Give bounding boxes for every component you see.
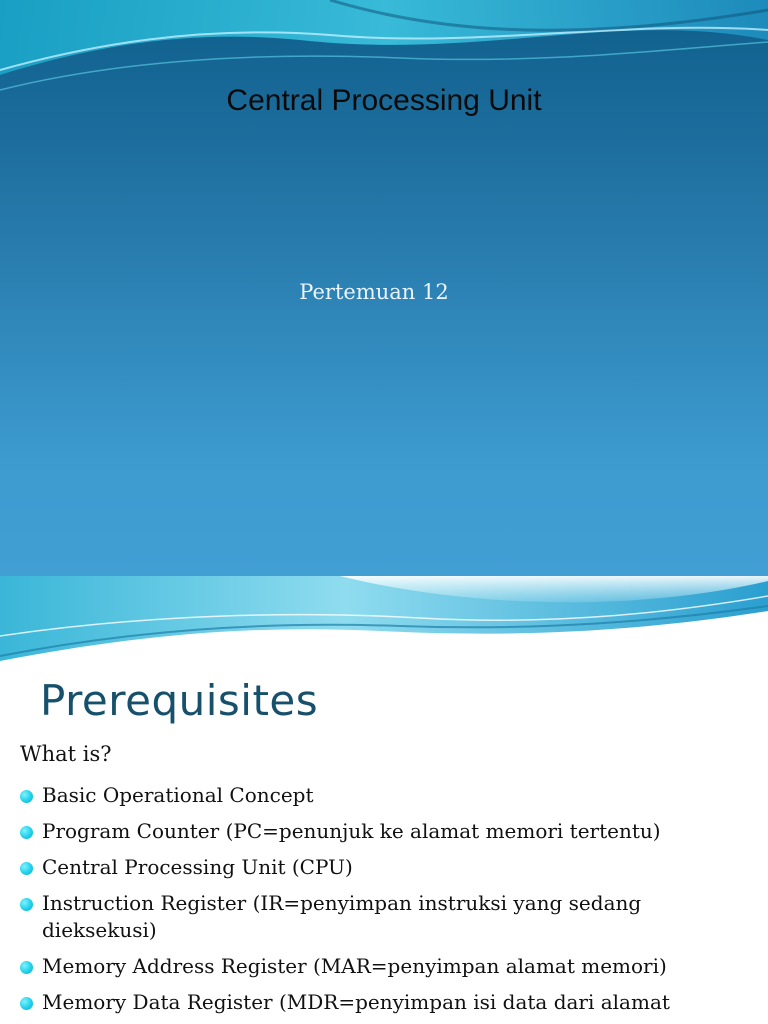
list-item xyxy=(18,989,758,1016)
bullet-text: Basic Operational Concept xyxy=(42,783,314,807)
bullet-icon xyxy=(20,961,33,974)
slide-heading: Prerequisites xyxy=(40,676,319,725)
list-item xyxy=(18,890,758,944)
bullet-text: Central Processing Unit (CPU) xyxy=(42,855,353,879)
bullet-text: Memory Data Register (MDR=penyimpan isi data dari alamat xyxy=(42,990,670,1014)
bullet-icon xyxy=(20,826,33,839)
list-item xyxy=(18,818,758,845)
bullet-text: Program Counter (PC=penunjuk ke alamat memori tertentu) xyxy=(42,819,661,843)
bullet-text: Instruction Register (IR=penyimpan instruksi yang sedang dieksekusi) xyxy=(42,891,642,942)
bullet-icon xyxy=(20,997,33,1010)
list-item xyxy=(18,854,758,881)
slide-subtitle: Pertemuan 12 xyxy=(299,280,449,304)
slide-prerequisites xyxy=(0,576,768,1024)
list-item xyxy=(18,782,758,809)
intro-text: What is? xyxy=(20,742,112,766)
bullet-text: Memory Address Register (MAR=penyimpan alamat memori) xyxy=(42,954,667,978)
header-wave-decoration xyxy=(0,576,768,676)
bullet-icon xyxy=(20,898,33,911)
list-item xyxy=(18,953,758,980)
bullet-icon xyxy=(20,790,33,803)
bullet-list xyxy=(18,782,758,1024)
slide-title: Central Processing Unit xyxy=(226,84,542,117)
bullet-icon xyxy=(20,862,33,875)
